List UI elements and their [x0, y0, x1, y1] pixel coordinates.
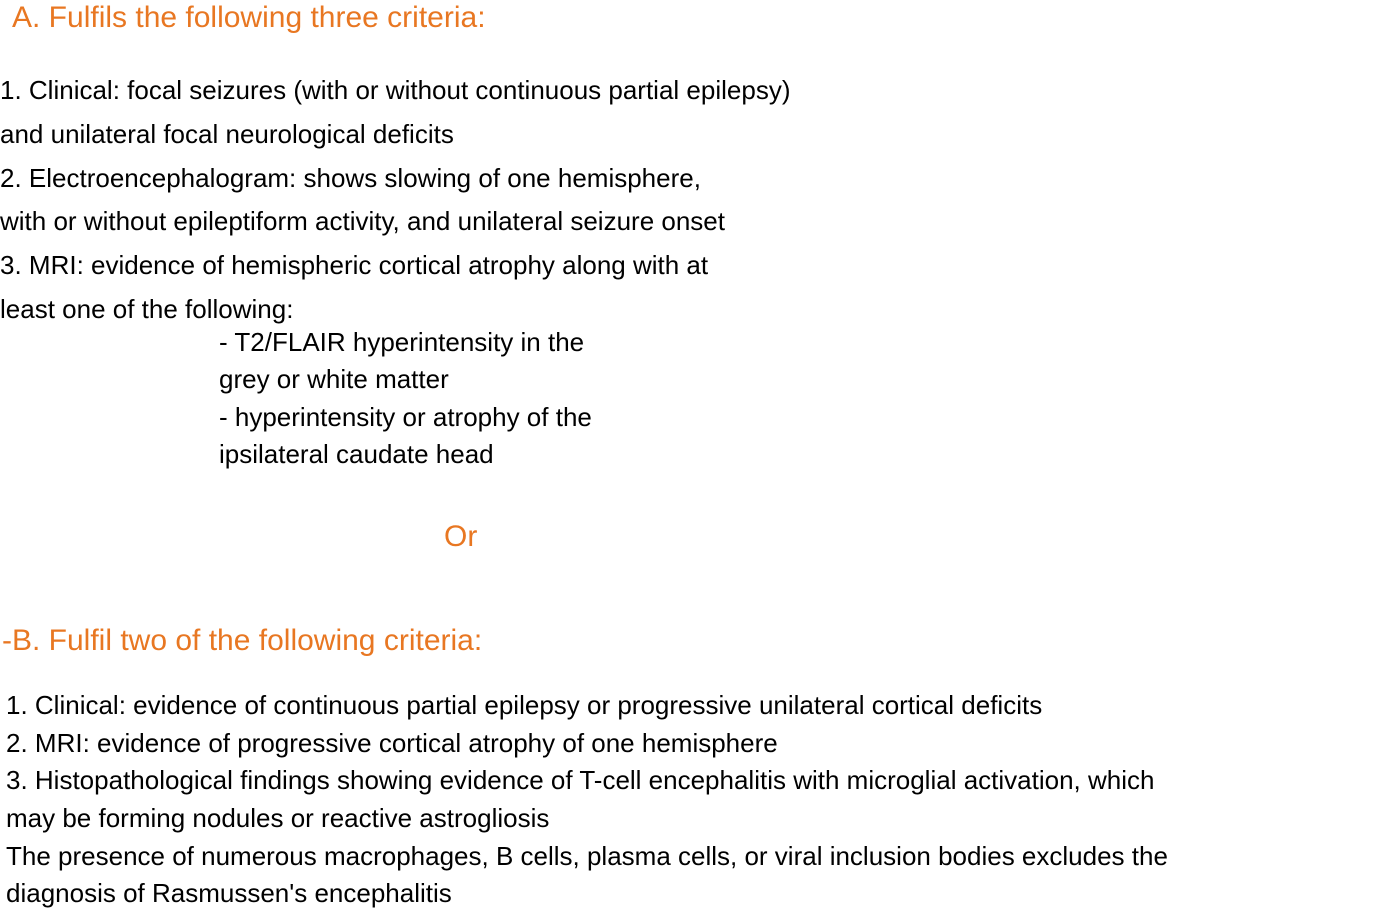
- section-a-heading: A. Fulfils the following three criteria:: [12, 1, 486, 34]
- section-b-line: The presence of numerous macrophages, B cells, plasma cells, or viral inclusion bodies excludes the: [6, 841, 1168, 871]
- section-b-line: 2. MRI: evidence of progressive cortical atrophy of one hemisphere: [6, 728, 778, 758]
- section-a-line: with or without epileptiform activity, and unilateral seizure onset: [0, 206, 725, 236]
- section-a-line: and unilateral focal neurological deficits: [0, 119, 454, 149]
- section-b-line: may be forming nodules or reactive astrogliosis: [6, 803, 550, 833]
- or-separator: Or: [444, 520, 478, 553]
- section-a-subitem: - hyperintensity or atrophy of the: [219, 402, 592, 432]
- section-a-subitem: grey or white matter: [219, 364, 449, 394]
- section-a-line: 3. MRI: evidence of hemispheric cortical atrophy along with at: [0, 250, 709, 280]
- section-a-line: least one of the following:: [0, 294, 294, 324]
- section-b-line: 3. Histopathological findings showing evidence of T-cell encephalitis with microglial activation, which: [6, 765, 1155, 795]
- section-a-line: 1. Clinical: focal seizures (with or without continuous partial epilepsy): [0, 75, 791, 105]
- section-a-subitem: - T2/FLAIR hyperintensity in the: [219, 327, 585, 357]
- section-a-subitem: ipsilateral caudate head: [219, 439, 494, 469]
- section-a-line: 2. Electroencephalogram: shows slowing of one hemisphere,: [0, 163, 701, 193]
- section-b-line: 1. Clinical: evidence of continuous partial epilepsy or progressive unilateral cortical deficits: [6, 690, 1043, 720]
- section-b-heading: -B. Fulfil two of the following criteria:: [2, 624, 483, 657]
- section-b-line: diagnosis of Rasmussen's encephalitis: [6, 878, 452, 908]
